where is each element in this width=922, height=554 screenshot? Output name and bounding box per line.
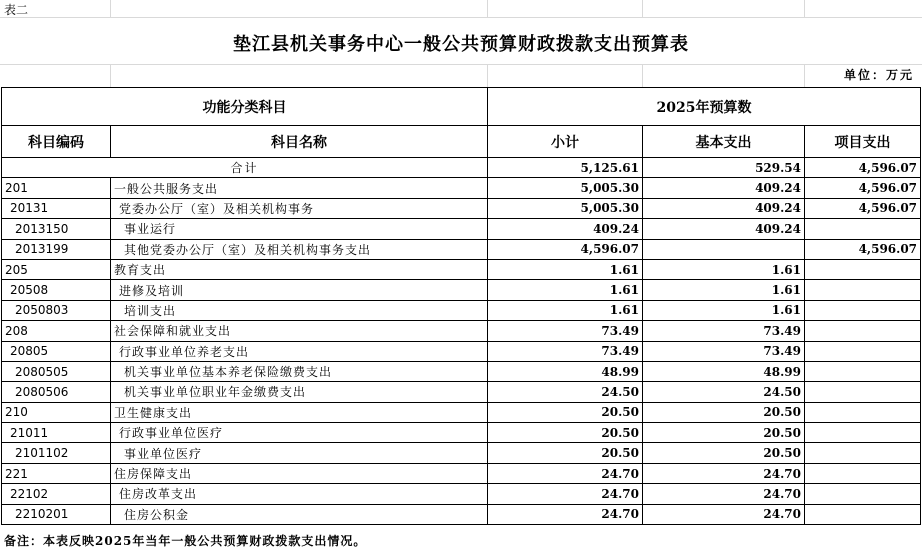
page-title: 垫江县机关事务中心一般公共预算财政拨款支出预算表 [233,34,689,55]
table-row [2,321,921,341]
table-row [2,463,921,483]
footnote: 备注：本表反映2025年当年一般公共预算财政拨款支出情况。 [4,534,367,548]
row-project: 4,596.07 [805,178,921,198]
table-row [2,423,921,443]
row-project [805,423,921,443]
header-name: 科目名称 [111,126,488,158]
row-name: 住房改革支出 [111,484,488,504]
sheet-gridline [804,0,805,17]
row-code: 210 [2,402,111,422]
budget-table [1,87,921,525]
row-name: 党委办公厅（室）及相关机构事务 [111,198,488,218]
row-name: 住房保障支出 [111,463,488,483]
table-row [2,219,921,239]
row-basic [643,239,805,259]
row-basic: 73.49 [643,341,805,361]
table-row [2,484,921,504]
row-project: 4,596.07 [805,239,921,259]
row-name: 其他党委办公厅（室）及相关机构事务支出 [111,239,488,259]
header-code: 科目编码 [2,126,111,158]
row-project [805,402,921,422]
row-code: 2080506 [2,382,111,402]
row-subtotal: 48.99 [488,361,643,381]
row-code: 2050803 [2,300,111,320]
total-project: 4,596.07 [805,158,921,178]
row-basic: 1.61 [643,259,805,279]
row-project [805,484,921,504]
row-basic: 24.70 [643,484,805,504]
row-basic: 20.50 [643,443,805,463]
row-code: 201 [2,178,111,198]
row-basic: 409.24 [643,219,805,239]
header-budget-year: 2025年预算数 [488,88,921,126]
row-subtotal: 73.49 [488,321,643,341]
row-basic: 24.50 [643,382,805,402]
row-subtotal: 20.50 [488,443,643,463]
row-code: 2013199 [2,239,111,259]
row-code: 2101102 [2,443,111,463]
row-basic: 20.50 [643,402,805,422]
table-row [2,504,921,524]
row-subtotal: 5,005.30 [488,178,643,198]
header-row-top [2,88,921,126]
row-basic: 24.70 [643,463,805,483]
row-basic: 409.24 [643,178,805,198]
total-label: 合计 [2,158,488,178]
row-code: 208 [2,321,111,341]
row-code: 2080505 [2,361,111,381]
row-name: 培训支出 [111,300,488,320]
sheet-gridline [110,64,111,87]
row-basic: 409.24 [643,198,805,218]
row-name: 行政事业单位养老支出 [111,341,488,361]
row-project [805,219,921,239]
row-project [805,341,921,361]
table-row [2,259,921,279]
header-function-category: 功能分类科目 [2,88,488,126]
row-project [805,300,921,320]
sheet-gridline [804,64,805,87]
row-project [805,259,921,279]
total-basic: 529.54 [643,158,805,178]
row-project [805,443,921,463]
row-basic: 1.61 [643,300,805,320]
sheet-gridline [642,0,643,17]
row-subtotal: 24.50 [488,382,643,402]
row-name: 住房公积金 [111,504,488,524]
total-row [2,158,921,178]
row-subtotal: 20.50 [488,423,643,443]
row-subtotal: 1.61 [488,259,643,279]
header-project: 项目支出 [805,126,921,158]
table-row [2,341,921,361]
row-name: 一般公共服务支出 [111,178,488,198]
row-subtotal: 1.61 [488,280,643,300]
table-row [2,443,921,463]
row-subtotal: 20.50 [488,402,643,422]
row-basic: 20.50 [643,423,805,443]
row-code: 205 [2,259,111,279]
unit-label: 单位：万元 [843,68,914,82]
row-name: 机关事业单位基本养老保险缴费支出 [111,361,488,381]
row-name: 进修及培训 [111,280,488,300]
row-code: 221 [2,463,111,483]
row-name: 机关事业单位职业年金缴费支出 [111,382,488,402]
row-subtotal: 24.70 [488,463,643,483]
row-subtotal: 24.70 [488,504,643,524]
row-code: 2210201 [2,504,111,524]
row-code: 21011 [2,423,111,443]
row-project: 4,596.07 [805,198,921,218]
table-label: 表二 [4,3,29,17]
row-name: 事业运行 [111,219,488,239]
header-basic: 基本支出 [643,126,805,158]
total-subtotal: 5,125.61 [488,158,643,178]
row-basic: 24.70 [643,504,805,524]
row-project [805,280,921,300]
row-basic: 48.99 [643,361,805,381]
row-code: 2013150 [2,219,111,239]
table-row [2,280,921,300]
row-basic: 73.49 [643,321,805,341]
row-code: 20131 [2,198,111,218]
table-row [2,402,921,422]
row-subtotal: 4,596.07 [488,239,643,259]
row-name: 事业单位医疗 [111,443,488,463]
row-project [805,382,921,402]
table-row [2,178,921,198]
row-code: 20805 [2,341,111,361]
table-row [2,361,921,381]
row-subtotal: 409.24 [488,219,643,239]
table-row [2,300,921,320]
row-subtotal: 5,005.30 [488,198,643,218]
row-code: 20508 [2,280,111,300]
table-row [2,198,921,218]
row-subtotal: 1.61 [488,300,643,320]
row-project [805,504,921,524]
sheet-gridline [642,64,643,87]
header-subtotal: 小计 [488,126,643,158]
table-row [2,382,921,402]
row-project [805,463,921,483]
row-name: 教育支出 [111,259,488,279]
header-row-columns [2,126,921,158]
sheet-gridline [0,64,922,65]
sheet-gridline [487,0,488,17]
sheet-gridline [110,0,111,17]
row-code: 22102 [2,484,111,504]
row-name: 行政事业单位医疗 [111,423,488,443]
sheet-gridline [487,64,488,87]
row-subtotal: 24.70 [488,484,643,504]
row-project [805,361,921,381]
table-row [2,239,921,259]
sheet-gridline [0,17,922,18]
row-name: 社会保障和就业支出 [111,321,488,341]
row-name: 卫生健康支出 [111,402,488,422]
row-subtotal: 73.49 [488,341,643,361]
row-basic: 1.61 [643,280,805,300]
row-project [805,321,921,341]
